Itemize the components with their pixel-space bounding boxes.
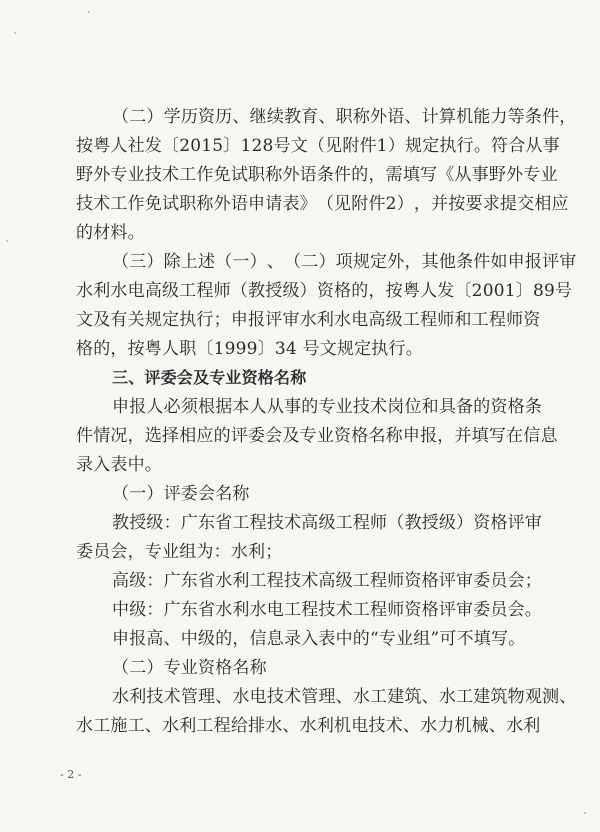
paragraph-3-line-4: 格的，按粤人职〔1999〕34 号文规定执行。 xyxy=(76,339,423,359)
committee-professor-line-2: 委员会，专业组为：水利； xyxy=(76,542,283,562)
committee-professor-line-1: 教 授 级 ： 广 东 省 工 程 技 术 高 级 工 程 师 （ 教 授 级 ） 资 格 评 审 xyxy=(112,513,543,533)
scan-speck xyxy=(6,240,8,242)
subsection-1-heading: （一）评委会名称 xyxy=(112,484,250,504)
paragraph-3-line-2: 水 利 水 电 高 级 工 程 师 （ 教 授 级 ） 资 格 的 ， 按 粤 人 发 〔 2001 〕 89 号 xyxy=(76,281,573,301)
paragraph-2-line-3: 野 外 专 业 技 术 工 作 免 试 职 称 外 语 条 件 的 ， 需 填 写 《 从 事 野 外 专 业 xyxy=(76,165,558,185)
paragraph-2-line-1: （ 二 ） 学 历 资 历 、 继 续 教 育 、 职 称 外 语 、 计 算 机 能 力 等 条 件 ， xyxy=(112,107,577,127)
scan-speck xyxy=(88,11,90,13)
committee-note-line: 申报高、中级的，信息录入表中的“专业组”可不填写。 xyxy=(112,629,526,649)
qualification-names-line-1: 水 利 技 术 管 理 、 水 电 技 术 管 理 、 水 工 建 筑 、 水 工 建 筑 物 观 测 、 xyxy=(112,687,577,707)
committee-senior-line: 高级：广东省水利工程技术高级工程师资格评审委员会； xyxy=(112,571,542,591)
scan-speck xyxy=(584,812,586,814)
committee-intermediate-line: 中级：广东省水利水电工程技术工程师资格评审委员会。 xyxy=(112,600,542,620)
subsection-2-heading: （二）专业资格名称 xyxy=(112,658,267,678)
paragraph-2-line-2: 按 粤 人 社 发 〔 2015 〕 128 号 文 （ 见 附 件 1 ） 规 定 执 行 。 符 合 从 事 xyxy=(76,136,560,156)
qualification-names-line-2: 水 工 施 工 、 水 利 工 程 给 排 水 、 水 利 机 电 技 术 、 水 力 机 械 、 水 利 xyxy=(76,716,541,736)
paragraph-2-line-4: 技 术 工 作 免 试 职 称 外 语 申 请 表 》 （ 见 附 件 2 ） ， 并 按 要 求 提 交 相 应 xyxy=(76,194,569,214)
section-3-intro-line-1: 申 报 人 必 须 根 据 本 人 从 事 的 专 业 技 术 岗 位 和 具 备 的 资 格 条 xyxy=(112,397,543,417)
section-3-intro-line-3: 录入表中。 xyxy=(76,455,162,475)
page-number: - 2 - xyxy=(60,768,82,781)
scan-speck xyxy=(14,32,16,34)
section-3-intro-line-2: 件 情 况 ， 选 择 相 应 的 评 委 会 及 专 业 资 格 名 称 申 报 ， 并 填 写 在 信 息 xyxy=(76,426,558,446)
paragraph-3-line-3: 文 及 有 关 规 定 执 行 ； 申 报 评 审 水 利 水 电 高 级 工 程 师 和 工 程 师 资 xyxy=(76,310,541,330)
section-3-heading: 三、评委会及专业资格名称 xyxy=(112,368,307,387)
paragraph-2-line-5: 的材料。 xyxy=(76,223,145,243)
paragraph-3-line-1: （ 三 ） 除 上 述 （ 一 ） 、 （ 二 ） 项 规 定 外 ， 其 他 条 件 如 申 报 评 审 xyxy=(112,252,577,272)
